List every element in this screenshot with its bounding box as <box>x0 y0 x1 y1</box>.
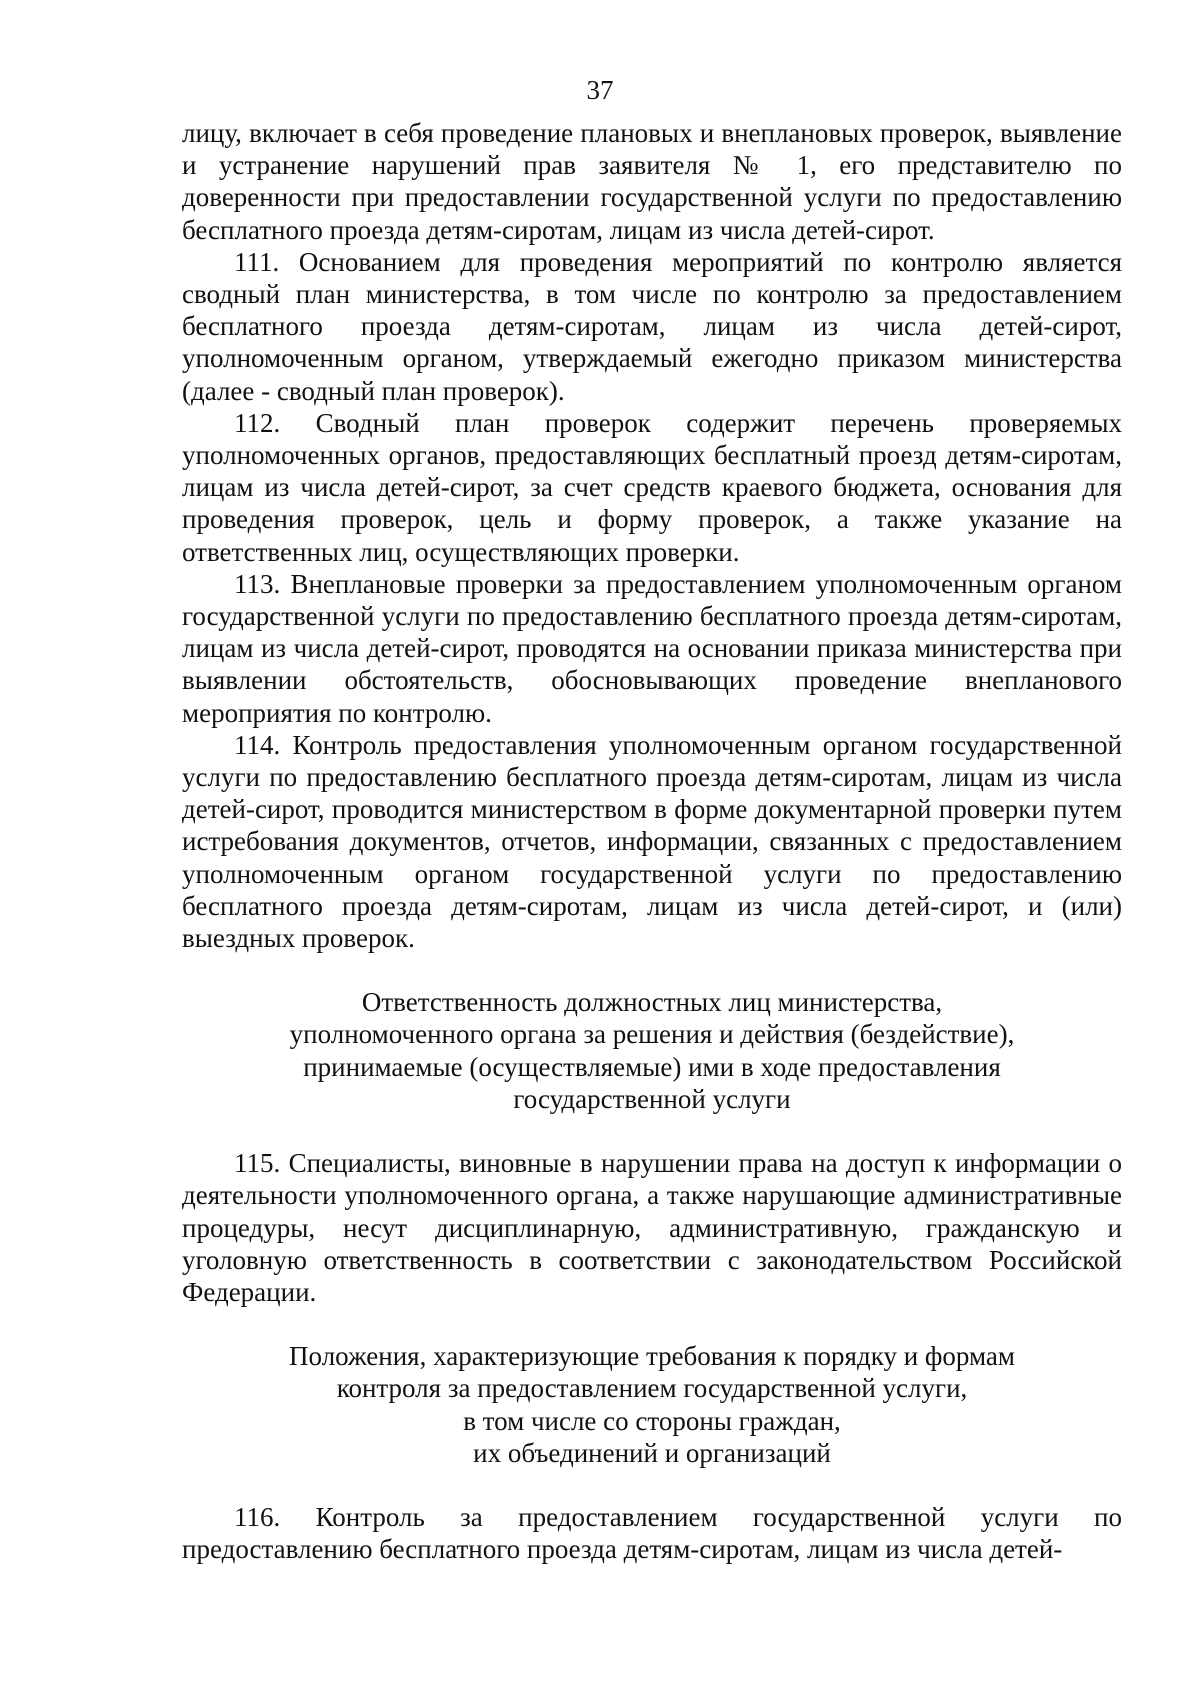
heading-line: в том числе со стороны граждан, <box>463 1405 841 1436</box>
paragraph-112: 112. Сводный план проверок содержит перечень проверяемых уполномоченных органов, предоставляющих бесплатный проезд детям-сиротам, лицам из числа детей-сирот, за счет средств краевого бюджета, основания для проведения проверок, цель и форму проверок, а также указание на ответственных лиц, осуществляющих проверки. <box>182 407 1122 567</box>
paragraph-115: 115. Специалисты, виновные в нарушении права на доступ к информации о деятельности уполномоченного органа, а также нарушающие административные процедуры, несут дисциплинарную, административную, гражданскую и уголовную ответственность в соответствии с законодательством Российской Федерации. <box>182 1148 1122 1307</box>
spacer <box>182 1115 1122 1147</box>
heading-line: принимаемые (осуществляемые) ими в ходе предоставления <box>303 1051 1001 1082</box>
heading-line: Положения, характеризующие требования к порядку и формам <box>289 1341 1015 1372</box>
spacer <box>182 1308 1122 1340</box>
paragraph-116: 116. Контроль за предоставлением государственной услуги по предоставлению бесплатного проезда детям-сиротам, лицам из числа детей- <box>182 1501 1122 1565</box>
paragraph-113: 113. Внеплановые проверки за предоставлением уполномоченным органом государственной услуги по предоставлению бесплатного проезда детям-сиротам, лицам из числа детей-сирот, проводятся на основании приказа министерства при выявлении обстоятельств, обосновывающих проведение внепланового мероприятия по контролю. <box>182 568 1122 728</box>
heading-line: контроля за предоставлением государственной услуги, <box>336 1373 968 1404</box>
paragraph-111: 111. Основанием для проведения мероприятий по контролю является сводный план министерства, в том числе по контролю за предоставлением бесплатного проезда детям-сиротам, лицам из числа детей-сирот, уполномоченным органом, утверждаемый ежегодно приказом министерства (далее - сводный план проверок). <box>182 246 1122 406</box>
paragraph-114: 114. Контроль предоставления уполномоченным органом государственной услуги по предоставлению бесплатного проезда детям-сиротам, лицам из числа детей-сирот, проводится министерством в форме документарной проверки путем истребования документов, отчетов, информации, связанных с предоставлением уполномоченным органом государственной услуги по предоставлению бесплатного проезда детям-сиротам, лицам из числа детей-сирот, и (или) выездных проверок. <box>182 729 1122 954</box>
heading-line: уполномоченного органа за решения и действия (бездействие), <box>289 1019 1015 1050</box>
spacer <box>182 1469 1122 1501</box>
section-heading-responsibility <box>182 986 1122 1115</box>
page-number: 37 <box>586 75 614 105</box>
heading-line: Ответственность должностных лиц министерства, <box>361 987 943 1018</box>
heading-line: их объединений и организаций <box>473 1437 831 1468</box>
section-heading-control-requirements <box>182 1340 1122 1469</box>
heading-line: государственной услуги <box>513 1083 791 1114</box>
document-body <box>182 117 1122 1565</box>
spacer <box>182 954 1122 986</box>
paragraph-continuation: лицу, включает в себя проведение плановых и внеплановых проверок, выявление и устранение нарушений прав заявителя № 1, его представителю по доверенности при предоставлении государственной услуги по предоставлению бесплатного проезда детям-сиротам, лицам из числа детей-сирот. <box>182 118 1122 245</box>
